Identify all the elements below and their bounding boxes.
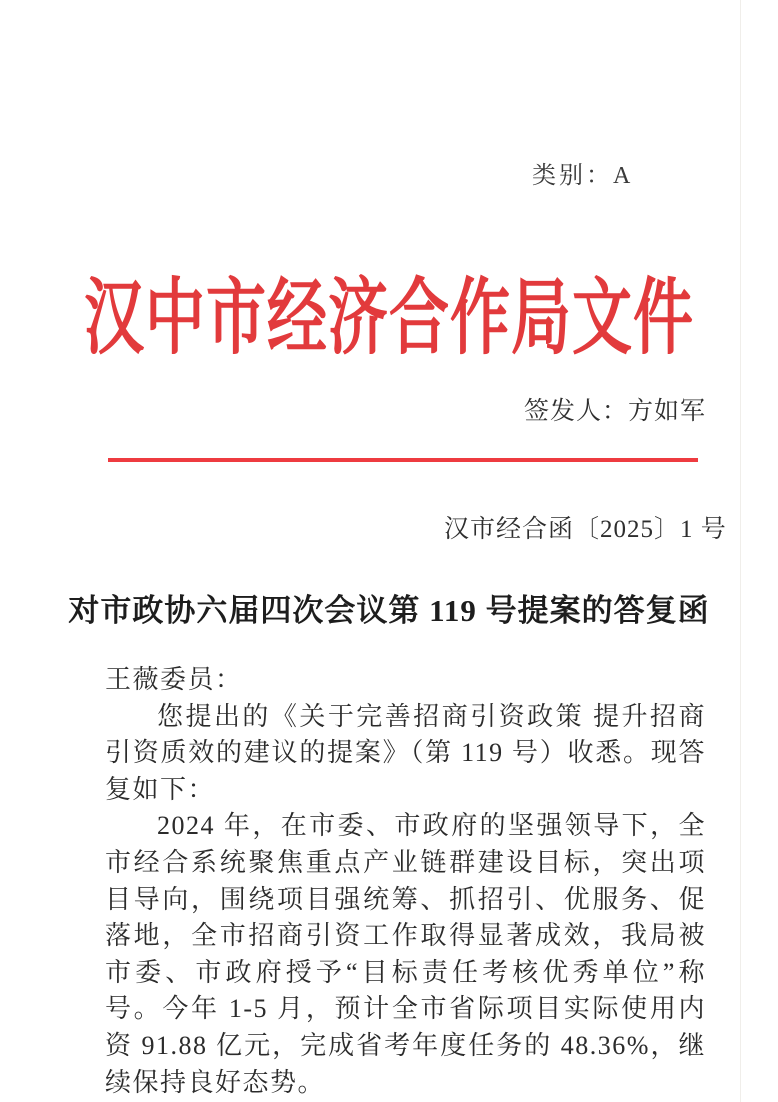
document-title: 对市政协六届四次会议第 119 号提案的答复函 xyxy=(68,593,710,628)
issuer-label: 签发人： xyxy=(524,398,629,425)
salutation-line: 王薇委员： xyxy=(105,665,243,694)
scan-artifact-line xyxy=(740,0,741,1102)
document-reference-number: 汉市经合函〔2025〕1 号 xyxy=(444,516,727,543)
body-paragraph: 您提出的《关于完善招商引资政策 提升招商引资质效的建议的提案》（第 119 号）收悉。现答复如下： xyxy=(105,701,706,804)
agency-red-header-title: 汉中市经济合作局文件 xyxy=(84,272,694,364)
body-paragraph: 2024 年，在市委、市政府的坚强领导下，全市经合系统聚焦重点产业链群建设目标，突出项目导向，围绕项目强统筹、抓招引、优服务、促落地，全市招商引资工作取得显著成效，我局被市委、市政府授予“目标责任考核优秀单位”称号。今年 1-5 月，预计全市省际项目实际使用内资 91.88 亿元，完成省考年度任务的 48.36%，继续保持良好态势。 xyxy=(105,811,706,1097)
red-separator-rule xyxy=(108,458,698,462)
issuer-name: 方如军 xyxy=(628,398,707,425)
category-label: 类别：A xyxy=(532,163,634,189)
issuer-line xyxy=(524,391,706,427)
document-body xyxy=(105,662,706,1101)
